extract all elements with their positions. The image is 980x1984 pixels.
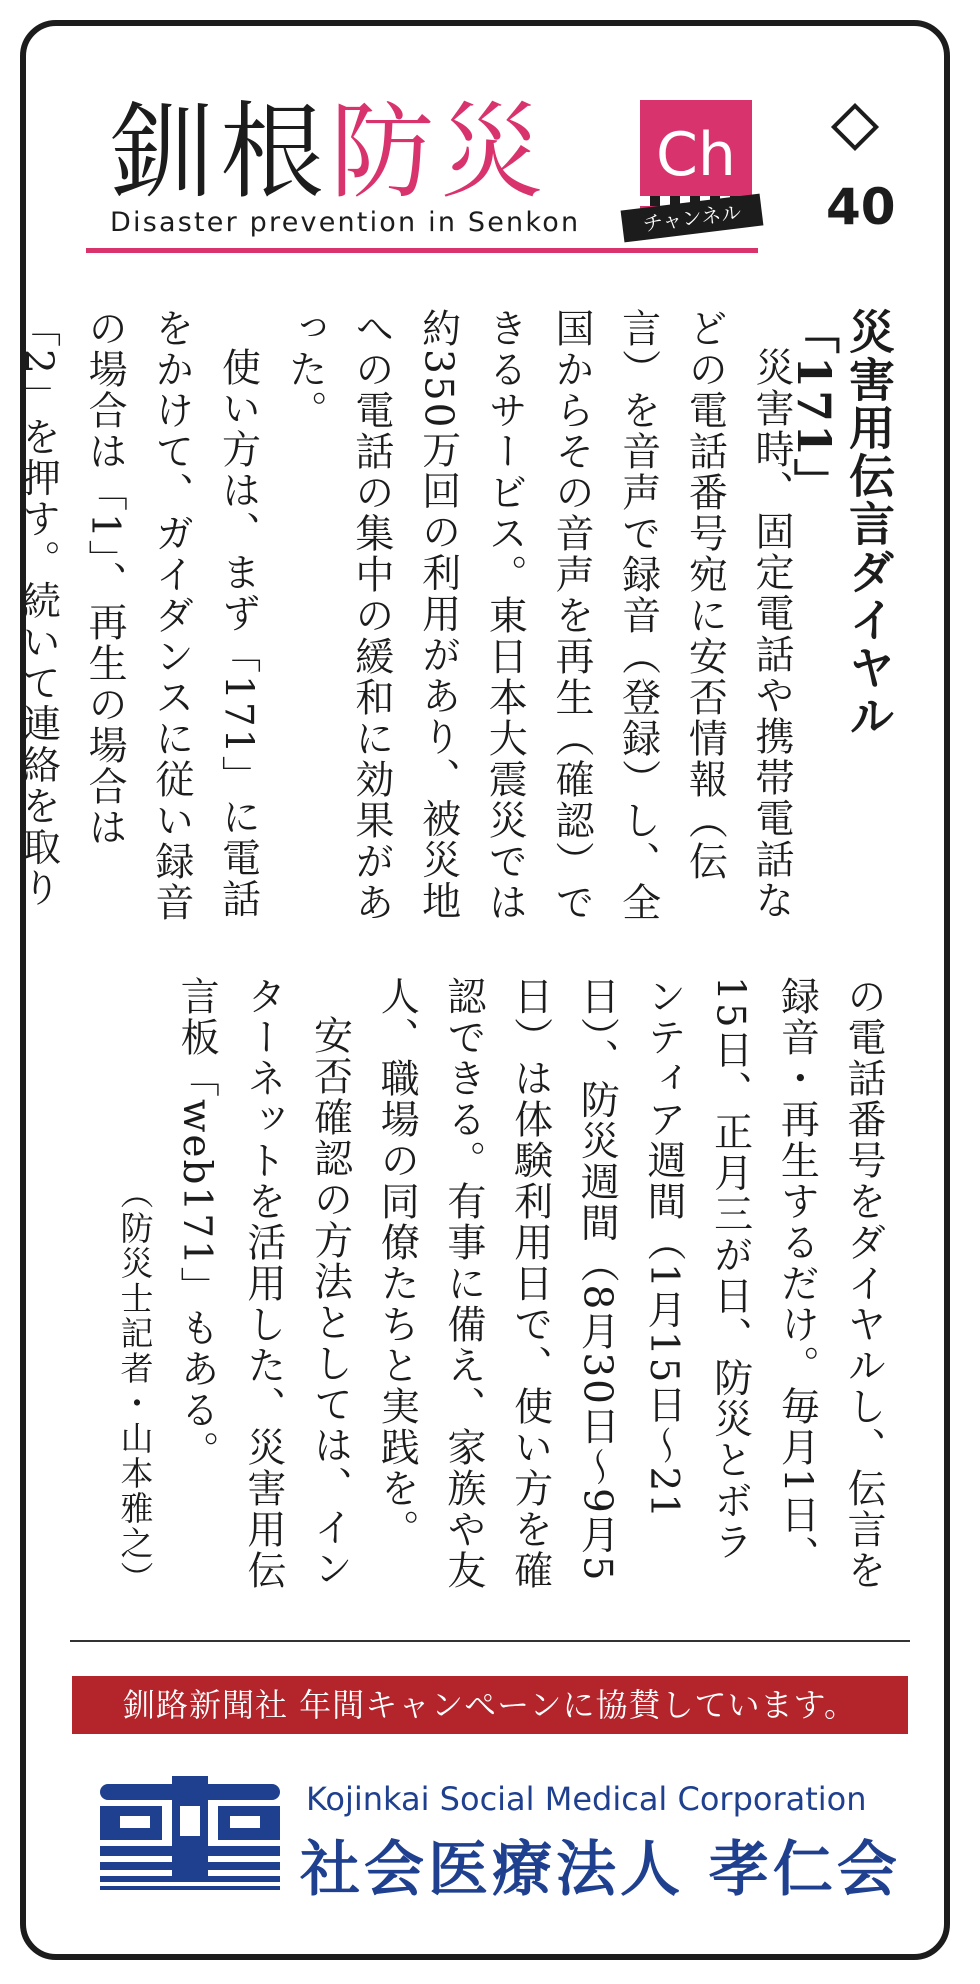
logo-title-pink: 防災	[330, 91, 551, 213]
logo-subtitle-en: Disaster prevention in Senkon	[110, 207, 581, 238]
body-paragraph: の電話番号をダイヤルし、伝言を録音・再生するだけ。毎月1日、15日、正月三が日、防災とボランティア週間（1月15日〜21日）、防災週間（8月30日〜9月5日）は体験利用日で、使い方を確認できる。有事に備え、家族や友人、職場の同僚たちと実践を。	[374, 976, 886, 1591]
body-paragraph: 災害時、固定電話や携帯電話などの電話番号宛に安否情報（伝言）を音声で録音（登録）し、全国からその音声を再生（確認）できるサービス。東日本大震災では約350万回の利用があり、被災地への電話の集中の緩和に効果があった。	[282, 308, 794, 923]
article-body-top	[4, 308, 804, 928]
column-logo-title	[110, 91, 551, 213]
sponsor-banner: 釧路新聞社 年間キャンペーンに協賛しています。	[72, 1676, 908, 1734]
logo-underline	[86, 248, 758, 253]
ch-badge: Ch	[640, 100, 752, 210]
channel-label: チャンネル	[621, 194, 764, 243]
byline: （防災士記者・山本雅之）	[115, 1176, 155, 1596]
logo-title-black: 釧根	[110, 91, 331, 213]
body-paragraph: 使い方は、まず「171」に電話をかけて、ガイダンスに従い録音の場合は「1」、再生の場合は「2」を押す。続いて連絡を取り	[15, 308, 261, 923]
article-body-bottom	[115, 976, 896, 1596]
kojinkai-logo	[100, 1776, 280, 1896]
article-title: 災害用伝言ダイヤル「171」	[786, 308, 896, 740]
corp-name-jp: 社会医療法人 孝仁会	[300, 1835, 901, 1905]
corp-name-en: Kojinkai Social Medical Corporation	[306, 1780, 867, 1818]
issue-number: 40	[826, 178, 896, 236]
body-paragraph: 安否確認の方法としては、インターネットを活用した、災害用伝言板「web171」もある。	[174, 976, 353, 1591]
footer-divider	[70, 1640, 910, 1642]
